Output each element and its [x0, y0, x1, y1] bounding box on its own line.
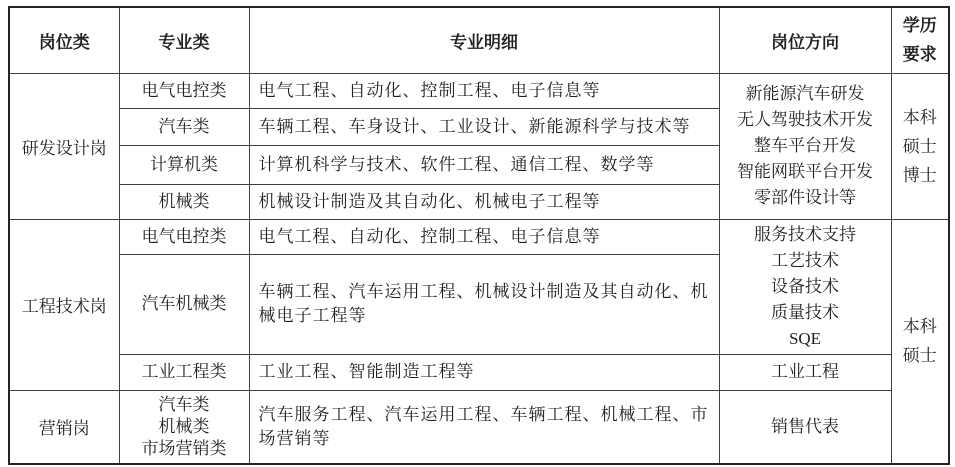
direction-line: 新能源汽车研发 — [745, 84, 865, 103]
cell-post-category-engineering: 工程技术岗 — [9, 219, 119, 390]
table-row — [9, 354, 949, 390]
cell-major-detail: 工业工程、智能制造工程等 — [249, 354, 719, 390]
direction-line: 设备技术 — [771, 276, 839, 296]
education-line: 硕士 — [902, 136, 937, 156]
cell-major-detail: 汽车服务工程、汽车运用工程、车辆工程、机械工程、市场营销等 — [249, 390, 719, 464]
recruitment-table — [8, 6, 950, 465]
major-line: 汽车类 — [158, 394, 210, 414]
education-line: 本科 — [902, 107, 937, 127]
header-row — [9, 7, 949, 73]
table-row — [9, 219, 949, 254]
education-line: 硕士 — [902, 346, 937, 366]
direction-line: 零部件设计等 — [754, 188, 856, 207]
cell-major-category: 汽车机械类 — [119, 254, 249, 354]
cell-direction-marketing: 销售代表 — [719, 390, 891, 464]
header-major-category: 专业类 — [119, 7, 249, 73]
cell-major-detail: 车辆工程、车身设计、工业设计、新能源科学与技术等 — [249, 108, 719, 145]
cell-major-category: 计算机类 — [119, 145, 249, 184]
direction-line: 整车平台开发 — [754, 136, 856, 155]
direction-line: 服务技术支持 — [754, 224, 856, 244]
cell-post-category-marketing: 营销岗 — [9, 390, 119, 464]
cell-directions-rnd — [719, 73, 891, 219]
header-major-detail: 专业明细 — [249, 7, 719, 73]
header-education — [891, 7, 949, 73]
cell-major-category: 电气电控类 — [119, 73, 249, 108]
cell-major-detail: 电气工程、自动化、控制工程、电子信息等 — [249, 219, 719, 254]
cell-major-category-marketing — [119, 390, 249, 464]
direction-line: SQE — [788, 328, 822, 348]
education-line: 博士 — [902, 165, 937, 185]
table-row — [9, 73, 949, 108]
major-line: 市场营销类 — [141, 438, 227, 458]
cell-major-detail: 电气工程、自动化、控制工程、电子信息等 — [249, 73, 719, 108]
cell-major-category: 机械类 — [119, 184, 249, 219]
direction-line: 智能网联平台开发 — [737, 162, 873, 181]
cell-major-category: 汽车类 — [119, 108, 249, 145]
cell-education-rnd — [891, 73, 949, 219]
header-post-direction: 岗位方向 — [719, 7, 891, 73]
cell-major-detail: 机械设计制造及其自动化、机械电子工程等 — [249, 184, 719, 219]
table-row — [9, 390, 949, 464]
cell-post-category-rnd: 研发设计岗 — [9, 73, 119, 219]
cell-major-category: 电气电控类 — [119, 219, 249, 254]
cell-education-engineering-marketing — [891, 219, 949, 464]
direction-line: 质量技术 — [771, 302, 839, 322]
major-line: 机械类 — [158, 416, 210, 436]
cell-direction-industrial: 工业工程 — [719, 354, 891, 390]
header-post-category: 岗位类 — [9, 7, 119, 73]
education-line: 本科 — [902, 317, 937, 337]
cell-major-detail: 车辆工程、汽车运用工程、机械设计制造及其自动化、机械电子工程等 — [249, 254, 719, 354]
direction-line: 无人驾驶技术开发 — [737, 110, 873, 129]
cell-major-detail: 计算机科学与技术、软件工程、通信工程、数学等 — [249, 145, 719, 184]
header-education-line2: 要求 — [902, 45, 937, 65]
header-education-line1: 学历 — [902, 16, 937, 36]
cell-directions-engineering — [719, 219, 891, 354]
direction-line: 工艺技术 — [771, 250, 839, 270]
cell-major-category: 工业工程类 — [119, 354, 249, 390]
